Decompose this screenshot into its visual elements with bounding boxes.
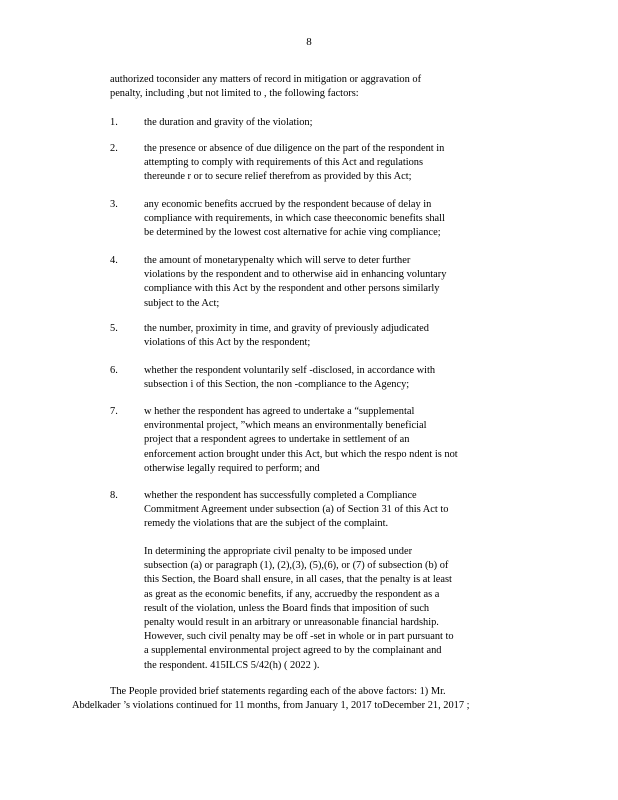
factor-text	[144, 364, 510, 392]
factor-line: compliance with this Act by the respondent and other persons similarly	[144, 283, 440, 295]
intro-paragraph	[110, 73, 510, 101]
intro-line: penalty, including ,but not limited to , the following factors:	[110, 88, 359, 100]
closing-line: However, such civil penalty may be off -set in whole or in part pursuant to	[144, 631, 454, 643]
factor-text	[144, 116, 510, 130]
factor-line: the duration and gravity of the violation;	[144, 117, 313, 128]
factor-line: compliance with requirements, in which case theeconomic benefits shall	[144, 213, 445, 225]
page-number: 8	[306, 36, 312, 48]
factor-line: be determined by the lowest cost alternative for achie ving compliance;	[144, 227, 441, 239]
closing-paragraph	[144, 545, 510, 673]
factor-number: 8.	[110, 490, 118, 501]
factor-line: whether the respondent has successfully completed a Compliance	[144, 490, 417, 501]
final-line: Abdelkader ’s violations continued for 11 months, from January 1, 2017 toDecember 21, 2017 ;	[72, 700, 470, 712]
factor-text	[144, 489, 510, 532]
factor-line: subject to the Act;	[144, 297, 220, 309]
factor-number: 6.	[110, 365, 118, 376]
closing-line: this Section, the Board shall ensure, in all cases, that the penalty is at least	[144, 574, 452, 586]
factor-number: 5.	[110, 323, 118, 334]
closing-line: subsection (a) or paragraph (1), (2),(3), (5),(6), or (7) of subsection (b) of	[144, 560, 449, 572]
factor-line: subsection i of this Section, the non -compliance to the Agency;	[144, 379, 410, 391]
final-line: The People provided brief statements regarding each of the above factors: 1) Mr.	[110, 686, 446, 697]
factor-line: thereunde r or to secure relief therefrom as provided by this Act;	[144, 171, 412, 183]
closing-line: the respondent. 415ILCS 5/42(h) ( 2022 ).	[144, 659, 320, 671]
factor-line: environmental project, ”which means an environmentally beneficial	[144, 420, 427, 432]
factor-number: 7.	[110, 406, 118, 417]
factor-text	[144, 198, 510, 241]
factor-line: Commitment Agreement under subsection (a) of Section 31 of this Act to	[144, 504, 449, 516]
factor-line: whether the respondent voluntarily self -disclosed, in accordance with	[144, 365, 436, 376]
factor-line: attempting to comply with requirements of this Act and regulations	[144, 157, 424, 169]
closing-line: In determining the appropriate civil penalty to be imposed under	[144, 546, 413, 557]
factor-number: 1.	[110, 117, 118, 128]
factor-number: 2.	[110, 143, 118, 154]
factor-number: 4.	[110, 255, 118, 266]
final-paragraph	[72, 685, 532, 713]
factor-text	[144, 142, 510, 185]
factor-line: otherwise legally required to perform; and	[144, 462, 320, 474]
factor-line: enforcement action brought under this Act, but which the respo ndent is not	[144, 448, 458, 460]
factor-text	[144, 405, 510, 476]
factor-line: the presence or absence of due diligence on the part of the respondent in	[144, 143, 445, 154]
closing-line: a supplemental environmental project agreed to by the complainant and	[144, 645, 442, 657]
factor-line: any economic benefits accrued by the respondent because of delay in	[144, 199, 432, 210]
factor-line: the amount of monetarypenalty which will serve to deter further	[144, 255, 411, 266]
factor-text	[144, 254, 510, 311]
factor-line: remedy the violations that are the subject of the complaint.	[144, 518, 389, 530]
factor-line: violations of this Act by the respondent;	[144, 337, 311, 349]
closing-line: result of the violation, unless the Board finds that imposition of such	[144, 602, 430, 614]
factor-line: project that a respondent agrees to undertake in settlement of an	[144, 434, 410, 446]
factor-line: w hether the respondent has agreed to undertake a “supplemental	[144, 406, 415, 417]
factor-line: the number, proximity in time, and gravity of previously adjudicated	[144, 323, 429, 334]
factor-text	[144, 322, 510, 350]
factor-number: 3.	[110, 199, 118, 210]
closing-line: as great as the economic benefits, if any, accruedby the respondent as a	[144, 588, 440, 600]
intro-line: authorized toconsider any matters of record in mitigation or aggravation of	[110, 74, 422, 85]
closing-line: penalty would result in an arbitrary or unreasonable financial hardship.	[144, 617, 439, 629]
factor-line: violations by the respondent and to otherwise aid in enhancing voluntary	[144, 269, 447, 281]
